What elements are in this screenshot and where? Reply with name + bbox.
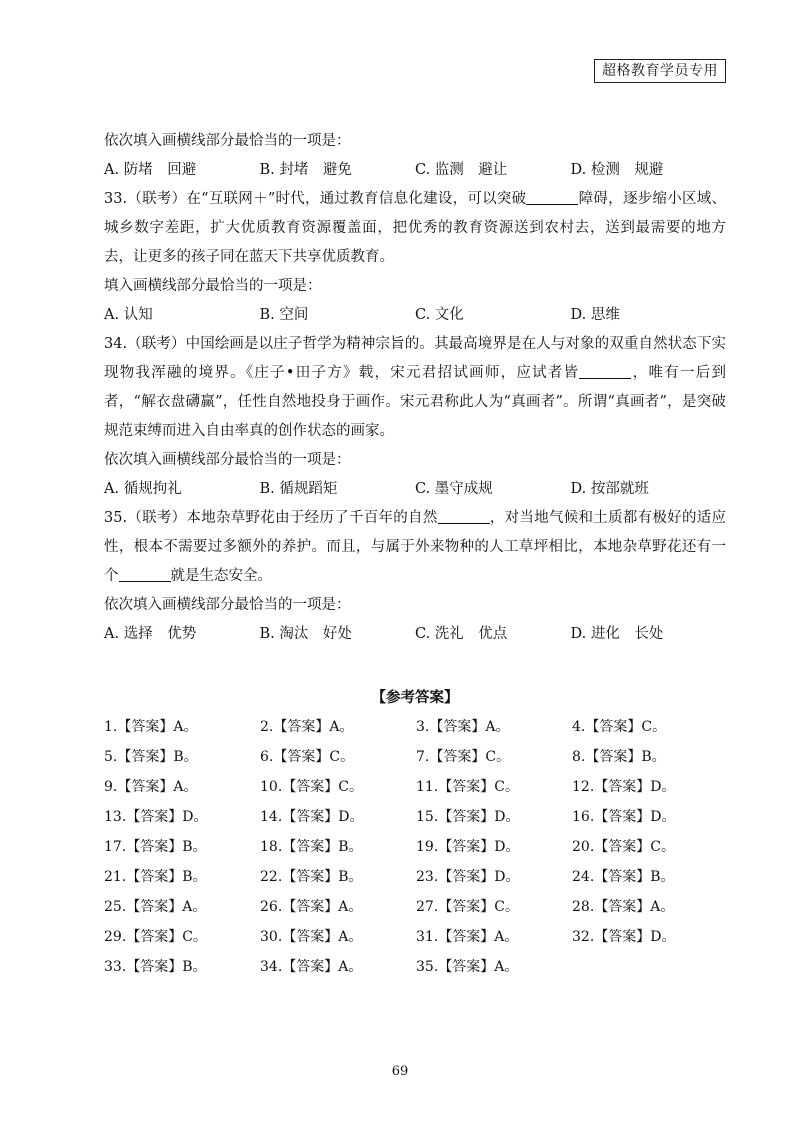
answer-item: 6.【答案】C。: [260, 749, 355, 765]
q32-option-d: D. 检测 规避: [570, 162, 664, 178]
q33-text-part-2: 障碍，逐步缩小区域、城乡数字差距，扩大优质教育资源覆盖面，把优秀的教育资源送到农村去，送到最需要的地方去，让更多的孩子同在蓝天下共享优质教育。: [104, 191, 726, 265]
q34-prompt: 依次填入画横线部分最恰当的一项是：: [104, 452, 351, 468]
q35-text-part-2: ，对当地气候和土质都有极好的适应性，根本不需要过多额外的养护。而且，与属于外来物种的人工草坪相比，本地杂草野花还有一个: [104, 510, 727, 584]
answer-item: 16.【答案】D。: [572, 809, 676, 825]
fill-blank: [526, 190, 578, 206]
answer-item: 19.【答案】D。: [416, 839, 520, 855]
q33-prompt: 填入画横线部分最恰当的一项是：: [104, 278, 322, 294]
q35-text: [104, 504, 726, 591]
q33-options: [104, 301, 726, 330]
q32-option-b: B. 封堵 避免: [259, 162, 352, 178]
fill-blank: [579, 364, 631, 380]
q33-option-d: D. 思维: [570, 307, 620, 323]
q33-option-a: A. 认知: [104, 307, 153, 323]
q35-text-part-3: 就是生态安全。: [170, 568, 272, 584]
q32-options: [104, 156, 726, 185]
exclusive-use-badge: 超格教育学员专用: [594, 59, 726, 83]
answer-item: 18.【答案】B。: [260, 839, 363, 855]
q34-option-a: A. 循规拘礼: [104, 481, 182, 497]
answer-item: 29.【答案】C。: [104, 929, 207, 945]
q35-options: [104, 620, 726, 649]
q34-option-c: C. 墨守成规: [415, 481, 493, 497]
answer-key-title: 【参考答案】: [371, 689, 459, 706]
q33-text-part-1: 33.（联考）在“互联网＋”时代，通过教育信息化建设，可以突破: [104, 191, 527, 207]
q33-option-b: B. 空间: [259, 307, 309, 323]
answer-item: 8.【答案】B。: [572, 749, 666, 765]
answer-item: 2.【答案】A。: [260, 719, 354, 735]
answer-item: 5.【答案】B。: [104, 749, 198, 765]
answer-item: 14.【答案】D。: [260, 809, 364, 825]
answer-item: 32.【答案】D。: [572, 929, 676, 945]
fill-blank: [438, 509, 490, 525]
answer-item: 10.【答案】C。: [260, 779, 363, 795]
answer-item: 25.【答案】A。: [104, 899, 207, 915]
q35-option-a: A. 选择 优势: [104, 626, 197, 642]
answer-item: 11.【答案】C。: [416, 779, 519, 795]
q34-text: [104, 330, 726, 446]
q35-text-part-1: 35.（联考）本地杂草野花由于经历了千百年的自然: [104, 510, 438, 526]
answer-item: 4.【答案】C。: [572, 719, 667, 735]
answer-item: 30.【答案】A。: [260, 929, 363, 945]
q34-options: [104, 475, 726, 504]
answer-key-grid: [104, 712, 726, 982]
page-number: 69: [391, 1064, 409, 1079]
answer-item: 9.【答案】A。: [104, 779, 198, 795]
q33-text: [104, 185, 726, 272]
q32-prompt: 依次填入画横线部分最恰当的一项是：: [104, 133, 351, 149]
answer-item: 31.【答案】A。: [416, 929, 519, 945]
page-content: [104, 127, 726, 982]
answer-item: 7.【答案】C。: [416, 749, 511, 765]
q32-option-c: C. 监测 避让: [415, 162, 508, 178]
q35-option-b: B. 淘汰 好处: [259, 626, 352, 642]
q35-prompt: 依次填入画横线部分最恰当的一项是：: [104, 597, 351, 613]
fill-blank: [119, 567, 171, 583]
answer-item: 33.【答案】B。: [104, 959, 207, 975]
answer-item: 3.【答案】A。: [416, 719, 510, 735]
answer-item: 23.【答案】D。: [416, 869, 520, 885]
answer-item: 28.【答案】A。: [572, 899, 675, 915]
q35-option-c: C. 洗礼 优点: [415, 626, 508, 642]
q33-option-c: C. 文化: [415, 307, 464, 323]
answer-item: 12.【答案】D。: [572, 779, 676, 795]
q34-option-b: B. 循规蹈矩: [259, 481, 338, 497]
answer-item: 15.【答案】D。: [416, 809, 520, 825]
answer-item: 26.【答案】A。: [260, 899, 363, 915]
answer-item: 17.【答案】B。: [104, 839, 207, 855]
answer-item: 21.【答案】B。: [104, 869, 207, 885]
answer-item: 24.【答案】B。: [572, 869, 675, 885]
answer-item: 13.【答案】D。: [104, 809, 208, 825]
q34-text-part-1: 34.（联考）中国绘画是以庄子哲学为精神宗旨的。其最高境界是在人与对象的双重自然状态下实现物我浑融的境界。《庄子•田子方》载，宋元君招试画师，应试者皆: [104, 336, 726, 381]
answer-item: 34.【答案】A。: [260, 959, 363, 975]
answer-item: 1.【答案】A。: [104, 719, 198, 735]
answer-item: 20.【答案】C。: [572, 839, 675, 855]
q35-option-d: D. 进化 长处: [570, 626, 664, 642]
q32-option-a: A. 防堵 回避: [104, 162, 197, 178]
answer-item: 27.【答案】C。: [416, 899, 519, 915]
answer-item: 22.【答案】B。: [260, 869, 363, 885]
q34-text-part-2: ，唯有一后到者，“解衣盘礴赢”，任性自然地投身于画作。宋元君称此人为“真画者”。所谓“真画者”，是突破规范束缚而进入自由率真的创作状态的画家。: [104, 365, 726, 439]
q34-option-d: D. 按部就班: [570, 481, 649, 497]
answer-item: 35.【答案】A。: [416, 959, 519, 975]
